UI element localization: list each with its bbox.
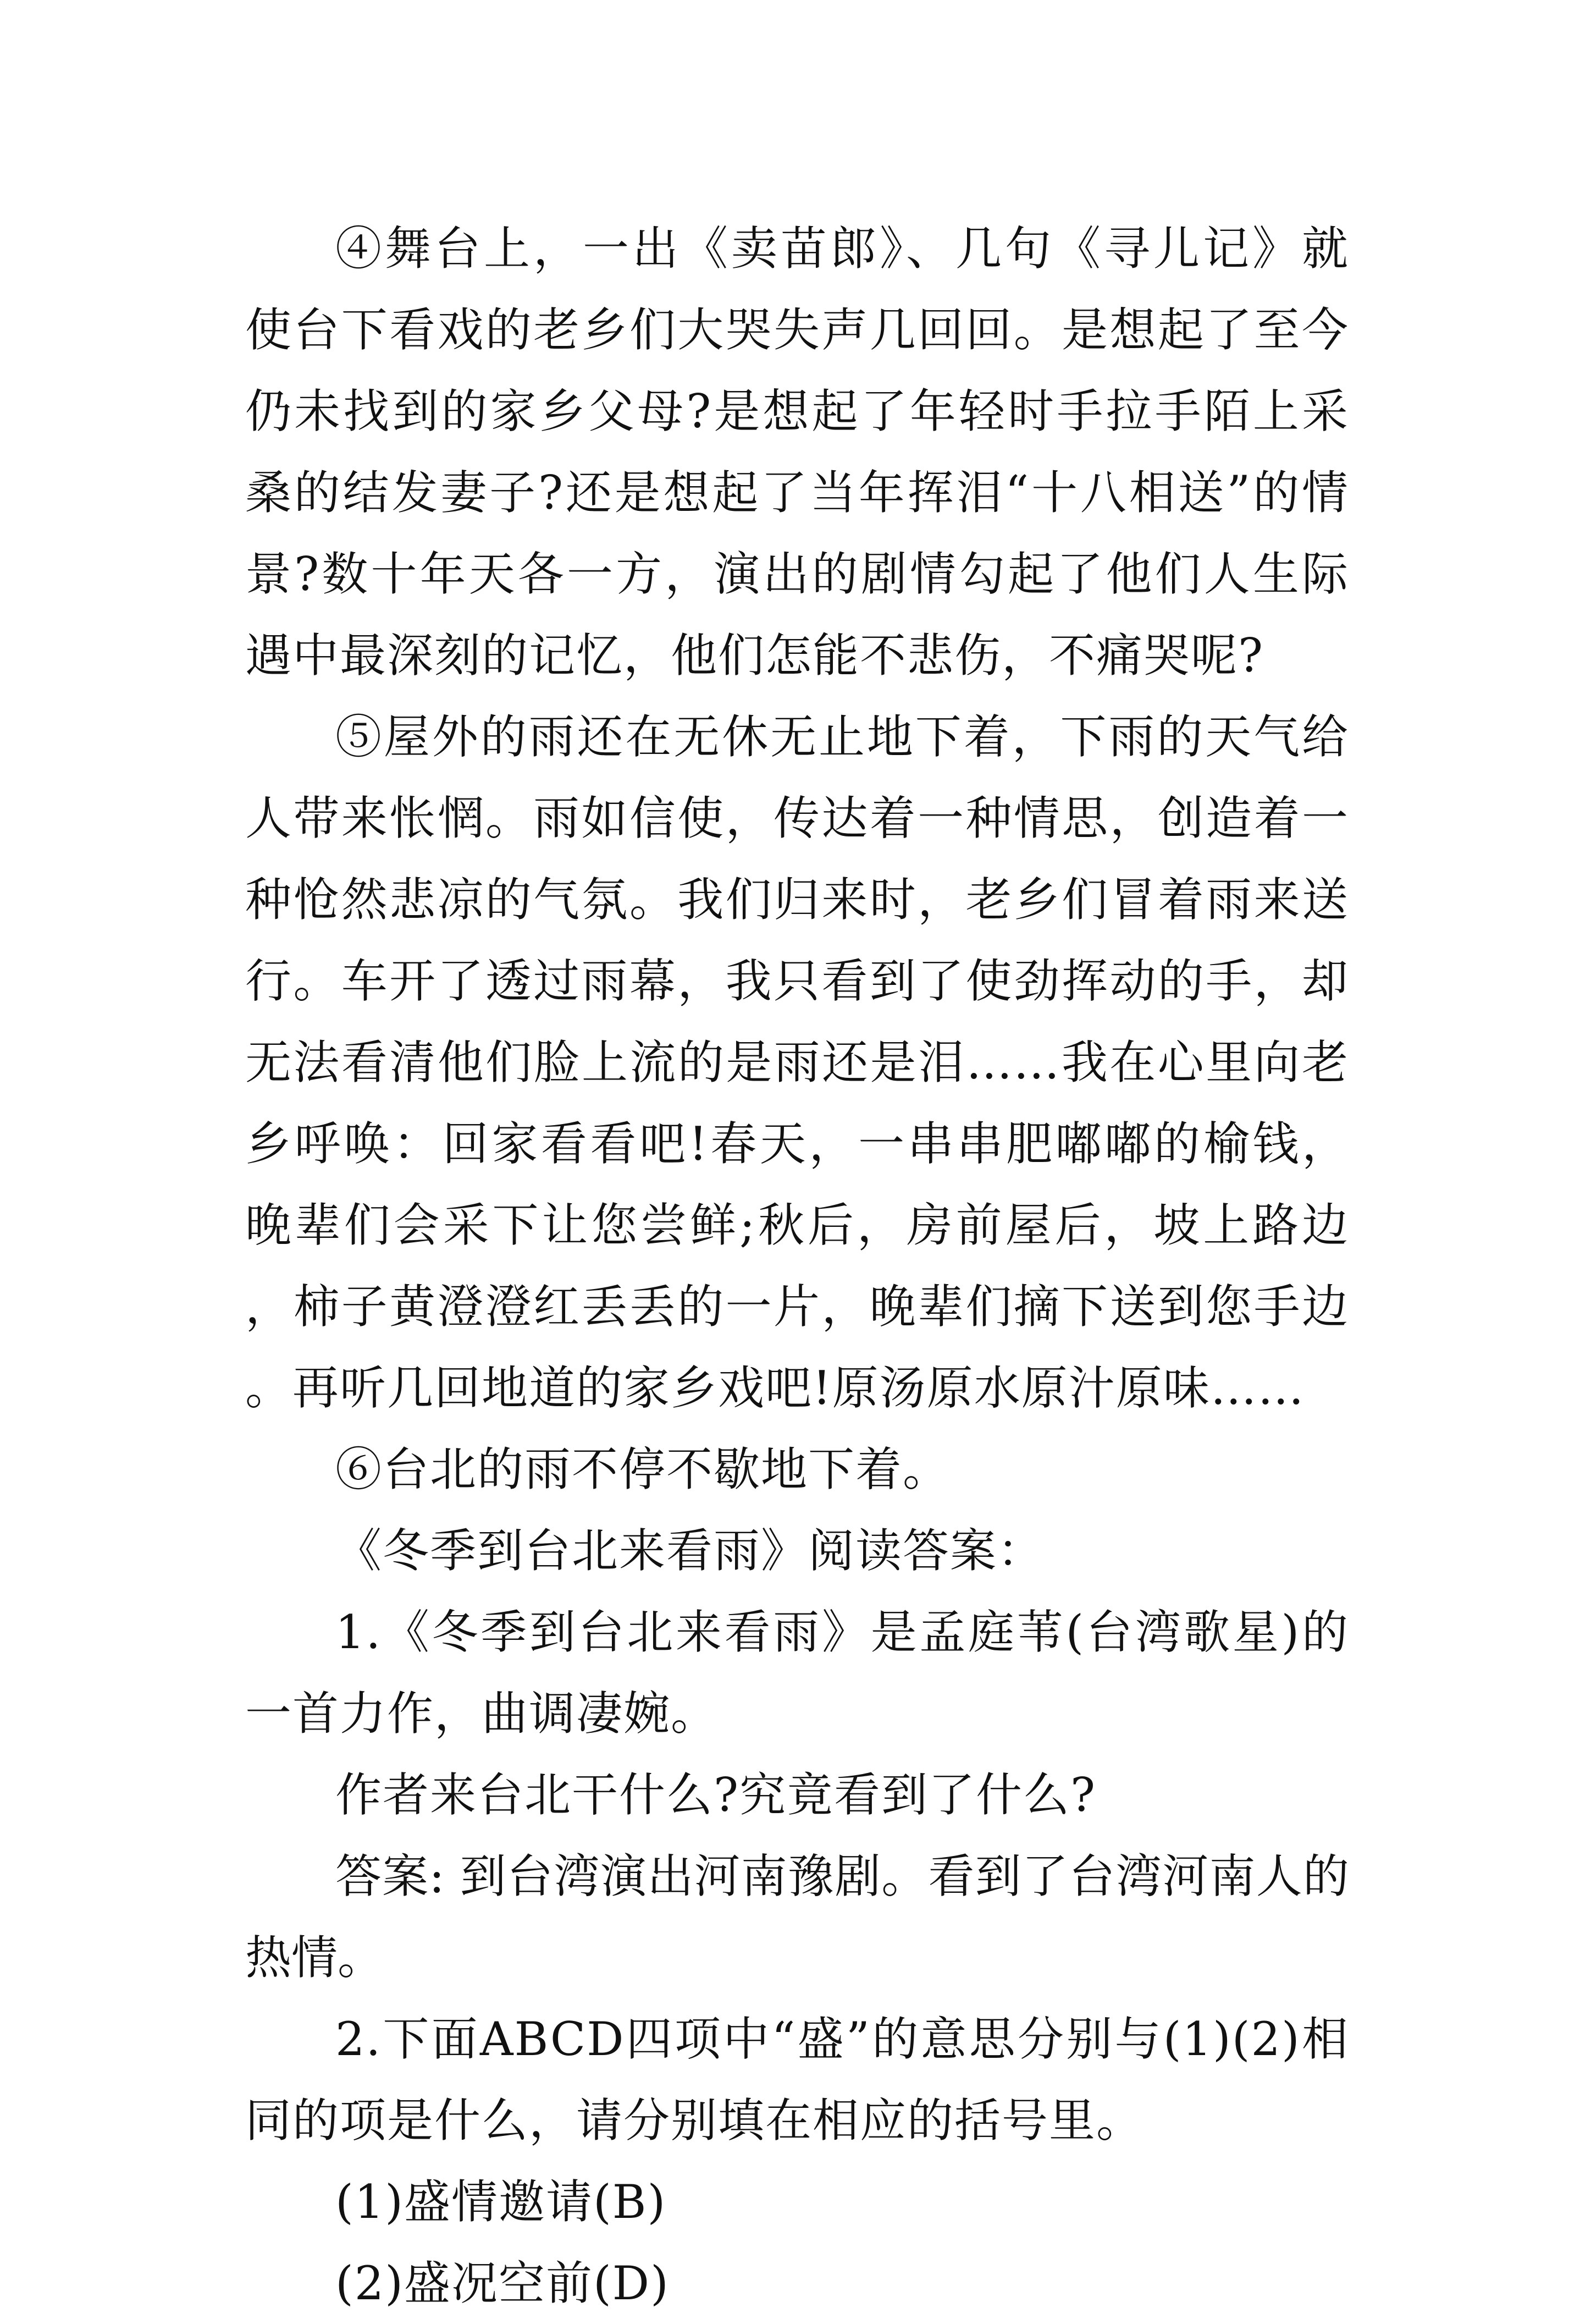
paragraph-4-stage-performance: ④舞台上，一出《卖苗郎》、几句《寻儿记》就使台下看戏的老乡们大哭失声几回回。是想起了至今仍未找到的家乡父母?是想起了年轻时手拉手陌上采桑的结发妻子?还是想起了当年挥泪“十八相送”的情景?数十年天各一方，演出的剧情勾起了他们人生际遇中最深刻的记忆，他们怎能不悲伤，不痛哭呢?: [245, 222, 1349, 682]
answer-item-1: 1.《冬季到台北来看雨》是孟庭苇(台湾歌星)的一首力作，曲调凄婉。: [245, 1605, 1349, 1741]
answer-option-1: (1)盛情邀请(B): [335, 2175, 667, 2229]
document-body: [245, 208, 1349, 2324]
question-line: 作者来台北干什么?究竟看到了什么?: [335, 1768, 1097, 1822]
answer-line: 答案: 到台湾演出河南豫剧。看到了台湾河南人的热情。: [245, 1849, 1349, 1985]
answer-item-2: 2.下面ABCD四项中“盛”的意思分别与(1)(2)相同的项是什么，请分别填在相应的括号里。: [245, 2012, 1349, 2147]
paragraph-6-taipei-rain: ⑥台北的雨不停不歇地下着。: [335, 1442, 951, 1496]
paragraph-5-rain-farewell: ⑤屋外的雨还在无休无止地下着，下雨的天气给人带来怅惘。雨如信使，传达着一种情思，创造着一种怆然悲凉的气氛。我们归来时，老乡们冒着雨来送行。车开了透过雨幕，我只看到了使劲挥动的手，却无法看清他们脸上流的是雨还是泪……我在心里向老乡呼唤：回家看看吧!春天，一串串肥嘟嘟的榆钱，晚辈们会采下让您尝鲜;秋后，房前屋后，坡上路边，柿子黄澄澄红丢丢的一片，晚辈们摘下送到您手边。再听几回地道的家乡戏吧!原汤原水原汁原味……: [245, 710, 1349, 1415]
answer-option-2: (2)盛况空前(D): [335, 2256, 670, 2310]
answers-heading: 《冬季到台北来看雨》阅读答案：: [335, 1524, 1045, 1578]
